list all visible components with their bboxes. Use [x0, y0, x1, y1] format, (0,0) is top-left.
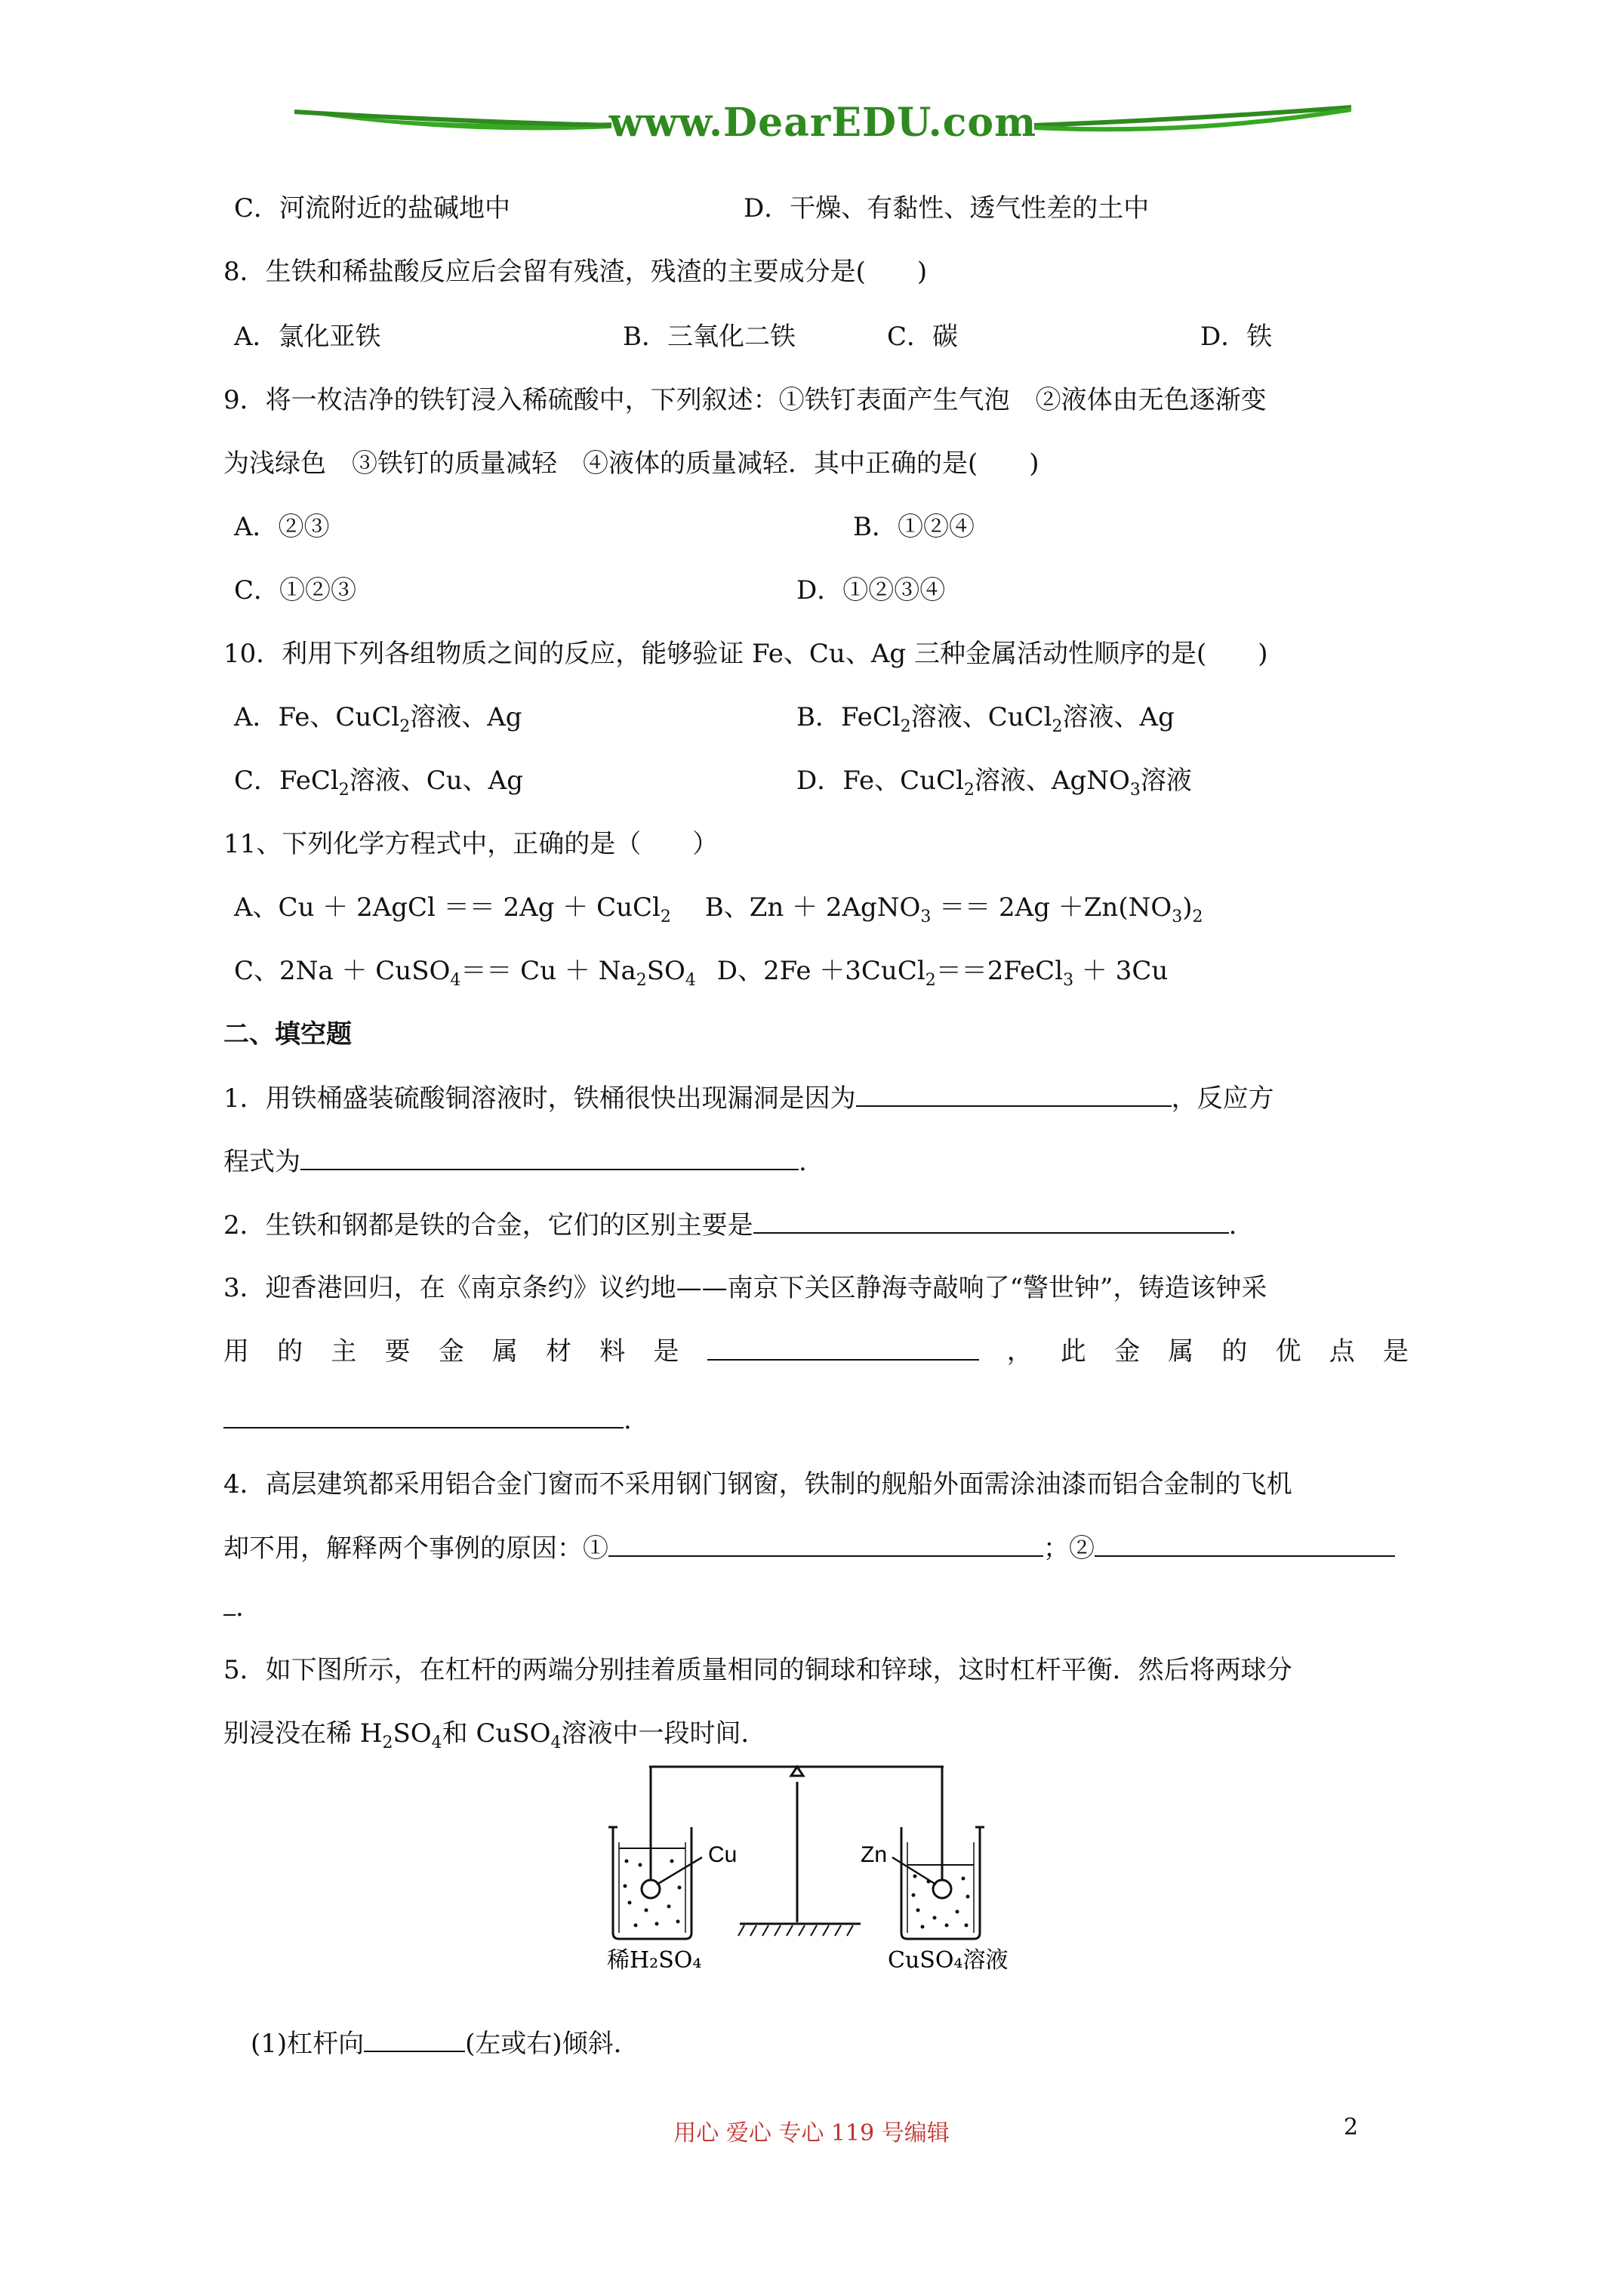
- q11-b-text: B、Zn ＋ 2AgNO: [704, 892, 921, 923]
- fill4-semicolon: ；②: [1043, 1533, 1095, 1564]
- fill2-text: 2．生铁和钢都是铁的合金，它们的区别主要是: [223, 1210, 753, 1240]
- q8-option-b: B．三氧化二铁: [623, 322, 796, 352]
- fill3-line1: 3．迎香港回归，在《南京条约》议约地——南京下关区静海寺敲响了“警世钟”，铸造该钟采: [223, 1273, 1267, 1303]
- q9-option-a: A．②③: [234, 512, 330, 542]
- footer-text: 用心 爱心 专心 119 号编辑: [673, 2120, 950, 2147]
- fill5-text-end: 溶液中一段时间．: [561, 1718, 767, 1749]
- period: .: [236, 1592, 244, 1623]
- subscript: 2: [338, 780, 350, 800]
- q11-c-text-mid2: SO: [646, 956, 685, 986]
- subscript: 2: [963, 780, 975, 800]
- subscript: 2: [900, 717, 911, 736]
- subscript: 2: [1052, 717, 1063, 736]
- q8-option-a: A．氯化亚铁: [234, 322, 381, 352]
- comma: ，: [1006, 1336, 1033, 1367]
- q11-c-text: C、2Na ＋ CuSO: [234, 956, 451, 986]
- fill5-text-mid2: 和 CuSO: [442, 1718, 551, 1749]
- char: 的: [277, 1336, 303, 1367]
- site-banner: [287, 91, 1359, 159]
- q11-a-text: A、Cu ＋ 2AgCl ＝＝ 2Ag ＋ CuCl: [234, 892, 661, 923]
- q9-option-d: D．①②③④: [796, 575, 946, 606]
- page-number: 2: [1344, 2114, 1359, 2140]
- q10-option-d: [796, 764, 1192, 807]
- answer-blank[interactable]: [1095, 1531, 1395, 1557]
- char: 材: [546, 1336, 572, 1367]
- site-url: www.DearEDU.com: [608, 100, 1037, 146]
- answer-blank[interactable]: [707, 1335, 979, 1361]
- section-heading: 二、填空题: [223, 1019, 352, 1049]
- answer-blank[interactable]: [223, 1590, 236, 1616]
- fill3-justified-row: [223, 1335, 1409, 1368]
- char: 点: [1329, 1336, 1355, 1367]
- q10-option-b: [796, 701, 1175, 744]
- answer-blank[interactable]: [223, 1403, 624, 1428]
- fill1-line1: [223, 1081, 1274, 1115]
- q11-d-text-end: ＋ 3Cu: [1073, 956, 1169, 986]
- subscript: 2: [399, 717, 411, 736]
- char: 要: [384, 1336, 411, 1367]
- q8-stem: 8．生铁和稀盐酸反应后会留有残渣，残渣的主要成分是( ): [223, 257, 928, 287]
- char: 主: [331, 1336, 357, 1367]
- char: 用: [223, 1336, 249, 1367]
- fill1-line2: [223, 1145, 807, 1179]
- q9-stem-line1: 9．将一枚洁净的铁钉浸入稀硫酸中，下列叙述：①铁钉表面产生气泡 ②液体由无色逐渐变: [223, 385, 1267, 415]
- period: .: [624, 1405, 632, 1435]
- subscript: 2: [382, 1733, 393, 1752]
- subscript: 2: [660, 907, 671, 926]
- q11-options-cd: C、2Na ＋ CuSO$_4$＝＝ $Cu + Na_2SO_4$ D、2Fe ＋3CuCl$_2$＝＝2FeCl$_3$ ＋ 3Cu: [234, 956, 1169, 990]
- q10-d-text-end: 溶液: [1140, 766, 1192, 796]
- fill5-text: 别浸没在稀 H: [223, 1718, 383, 1749]
- fill5-sub1: [251, 2026, 639, 2060]
- fill5-sub1-text: (1)杠杆向: [251, 2029, 365, 2059]
- subscript: 2: [636, 970, 647, 990]
- q10-d-text: D．Fe、CuCl: [796, 766, 964, 796]
- label-cu: Cu: [708, 1842, 738, 1867]
- fill4-line2: [223, 1531, 1395, 1565]
- q10-b-text: B．FeCl: [796, 702, 901, 732]
- q7-option-d: D．干燥、有黏性、透气性差的土中: [744, 193, 1150, 223]
- subscript: 3: [1129, 780, 1141, 800]
- fill5-line1: 5．如下图所示，在杠杆的两端分别挂着质量相同的铜球和锌球，这时杠杆平衡．然后将两球分: [223, 1655, 1292, 1685]
- q11-c-text-mid: ＝＝ Cu ＋ Na: [460, 956, 636, 986]
- label-zn: Zn: [861, 1842, 888, 1867]
- char: 是: [1382, 1336, 1409, 1367]
- fill3-line2: [223, 1335, 1409, 1368]
- char: 优: [1275, 1336, 1301, 1367]
- q11-b-text-mid: ＝＝ 2Ag ＋Zn(NO: [931, 892, 1172, 923]
- q10-option-a: [234, 701, 522, 744]
- answer-blank[interactable]: [364, 2026, 465, 2052]
- q10-d-text-mid: 溶液、AgNO: [974, 766, 1130, 796]
- subscript: 2: [925, 970, 936, 990]
- fill1-text-end: ，反应方: [1171, 1083, 1274, 1114]
- answer-blank[interactable]: [608, 1531, 1043, 1557]
- char: 是: [653, 1336, 679, 1367]
- char: 此: [1060, 1336, 1086, 1367]
- q10-b-text-end: 溶液、Ag: [1062, 702, 1175, 732]
- q11-b-text-end: ): [1182, 892, 1193, 923]
- subscript: 2: [1192, 907, 1203, 926]
- q10-b-text-mid: 溶液、CuCl: [910, 702, 1052, 732]
- char: 属: [1168, 1336, 1194, 1367]
- fill4-line3: [223, 1590, 244, 1624]
- q10-option-c: [234, 764, 523, 807]
- q8-option-d: D．铁: [1200, 322, 1273, 352]
- subscript: 3: [1172, 907, 1183, 926]
- char: 属: [491, 1336, 518, 1367]
- char: 金: [438, 1336, 464, 1367]
- fill1-text-2: 程式为: [223, 1147, 300, 1177]
- label-left-solution: 稀H₂SO₄: [607, 1947, 702, 1974]
- answer-blank[interactable]: [300, 1145, 799, 1170]
- fill4-line1: 4．高层建筑都采用铝合金门窗而不采用钢门钢窗，铁制的舰船外面需涂油漆而铝合金制的飞机: [223, 1469, 1292, 1499]
- label-right-solution: CuSO₄溶液: [888, 1947, 1009, 1974]
- fill5-line2: 别浸没在稀 $H_2SO_4$和 CuSO$_4$溶液中一段时间．: [223, 1718, 767, 1752]
- q11-d-text-mid: ＝＝2FeCl: [935, 956, 1064, 986]
- q10-c-text: C．FeCl: [234, 766, 339, 796]
- q11-options-ab: [234, 891, 1203, 934]
- char: 的: [1221, 1336, 1248, 1367]
- fill1-text: 1．用铁桶盛装硫酸铜溶液时，铁桶很快出现漏洞是因为: [223, 1083, 856, 1114]
- period: .: [799, 1147, 807, 1177]
- q10-c-text-end: 溶液、Cu、Ag: [349, 766, 523, 796]
- q10-a-text: A．Fe、CuCl: [234, 702, 400, 732]
- q11-d-text: D、2Fe ＋3CuCl: [716, 956, 925, 986]
- subscript: 3: [1063, 970, 1074, 990]
- q11-stem: 11、下列化学方程式中，正确的是（ ）: [223, 829, 719, 859]
- q9-option-c: C．①②③: [234, 575, 357, 606]
- fill5-text-mid: SO: [393, 1718, 432, 1749]
- q9-option-b: B．①②④: [853, 512, 975, 542]
- char: 料: [599, 1336, 626, 1367]
- answer-blank[interactable]: [856, 1081, 1172, 1107]
- q10-a-text-end: 溶液、Ag: [410, 702, 522, 732]
- lever-diagram: [596, 1752, 1034, 1978]
- q10-stem: 10．利用下列各组物质之间的反应，能够验证 Fe、Cu、Ag 三种金属活动性顺序的是( ): [223, 639, 1268, 669]
- answer-blank[interactable]: [753, 1208, 1229, 1234]
- q7-option-c: C．河流附近的盐碱地中: [234, 193, 511, 223]
- fill5-sub1-text-end: (左或右)倾斜．: [465, 2029, 639, 2059]
- fill3-line3: [223, 1403, 632, 1437]
- subscript: 3: [920, 907, 932, 926]
- char: 金: [1114, 1336, 1141, 1367]
- q8-option-c: C．碳: [887, 322, 959, 352]
- period: .: [1228, 1210, 1237, 1240]
- q9-stem-line2: 为浅绿色 ③铁钉的质量减轻 ④液体的质量减轻．其中正确的是( ): [223, 448, 1039, 479]
- fill2-line: [223, 1208, 1236, 1242]
- fill4-text: 却不用，解释两个事例的原因：①: [223, 1533, 608, 1564]
